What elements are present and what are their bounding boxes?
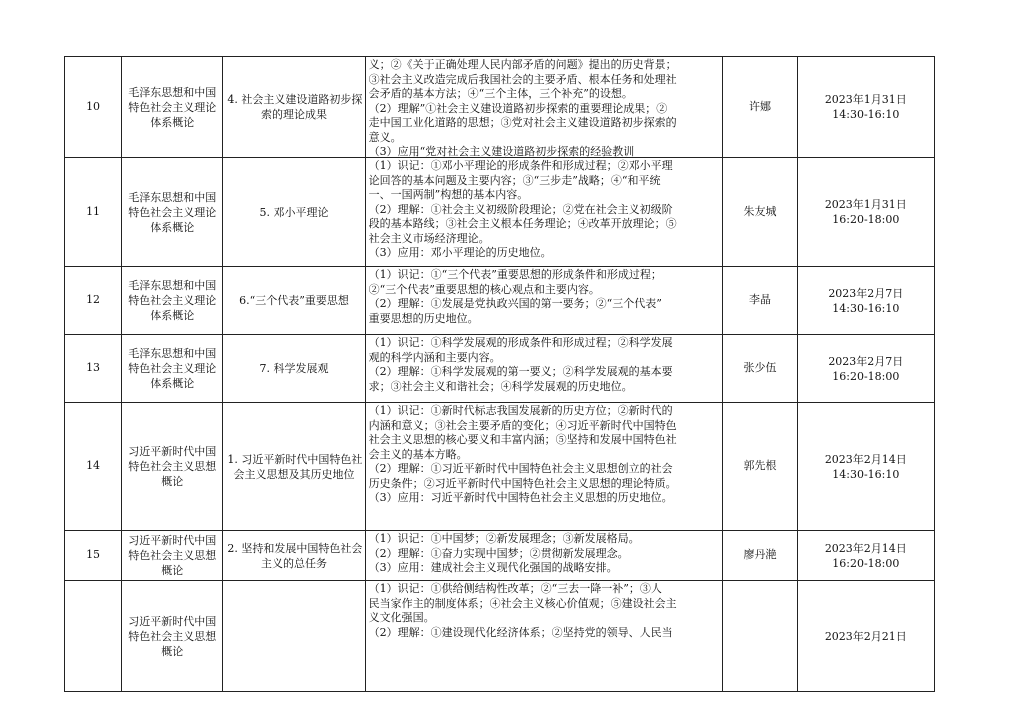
topic-cell [223,158,365,267]
content-line: 义；②《关于正确处理人民内部矛盾的问题》提出的历史背景； [368,58,677,71]
table-row [65,158,935,267]
content-line: （2）理解”①社会主义建设道路初步探索的重要理论成果；② [368,101,668,115]
content-line: 求；③社会主义和谐社会；④科学发展观的历史地位。 [368,379,633,393]
course-name-line: 体系概论 [150,309,195,322]
course-name-line: 特色社会主义理论 [128,205,217,219]
topic-line: 主义的总任务 [261,556,327,570]
schedule-date: 2023年2月7日 [828,354,904,368]
content-line: （1）识记：①科学发展观的形成条件和形成过程；②科学发展 [368,336,673,349]
content-line: （3）应用“党对社会主义建设道路初步探索的经验教训 [368,145,635,158]
content-line: （1）识记：①新时代标志我国发展新的历史方位；②新时代的 [368,404,673,417]
course-name-line: 概论 [161,475,184,488]
topic-line: 4. 社会主义建设道路初步探 [227,93,363,106]
course-name-line: 习近平新时代中国 [128,614,217,628]
topic-cell [223,581,365,692]
course-name-line: 毛泽东思想和中国 [128,190,217,204]
topic-line: 2. 坚持和发展中国特色社会 [227,541,363,555]
topic-cell [223,57,365,158]
content-line: 观的科学内涵和主要内容。 [368,350,501,364]
content-line: （2）理解：①建设现代化经济体系；②坚持党的领导、人民当 [368,625,673,639]
content-line: ②“三个代表”重要思想的核心观点和主要内容。 [368,282,600,296]
schedule-time-cell [797,531,934,581]
schedule-date: 2023年2月21日 [824,629,907,643]
content-line: 意义。 [368,130,402,144]
table-row [65,335,935,403]
topic-line: 索的理论成果 [261,108,327,121]
content-line: 一、一国两制”构想的基本内容。 [368,188,529,201]
course-name-line: 特色社会主义思想 [128,549,217,562]
content-cell [365,267,723,335]
content-line: 会矛盾的基本方法；④“三个主体，三个补充”的设想。 [368,87,633,100]
course-name-cell [122,335,223,403]
content-cell [365,581,723,692]
schedule-time-cell [797,335,934,403]
content-line: （2）理解：①科学发展观的第一要义；②科学发展观的基本要 [368,365,673,378]
content-line: 论回答的基本问题及主要内容；③“三步走”战略；④“和平统 [368,173,661,187]
content-line: 内涵和意义；③社会主要矛盾的变化；④习近平新时代中国特色 [368,418,677,432]
course-name-cell [122,158,223,267]
content-line: 民当家作主的制度体系；④社会主义核心价值观；⑤建设社会主 [368,596,677,610]
schedule-date: 2023年2月14日 [824,452,907,466]
content-line: （2）理解：①习近平新时代中国特色社会主义思想创立的社会 [368,462,673,475]
schedule-time-cell [797,158,934,267]
course-name-line: 特色社会主义理论 [128,294,217,307]
schedule-time-cell [797,403,934,531]
course-name-line: 特色社会主义理论 [128,362,217,375]
teacher-cell: 廖丹滟 [723,531,797,581]
content-line: 社会主义思想的核心要义和丰富内涵；⑤坚持和发展中国特色社 [368,433,677,446]
schedule-time: 16:20-18:00 [832,369,900,383]
schedule-time: 14:30-16:10 [832,301,900,315]
course-name-line: 体系概论 [150,220,195,234]
teacher-cell: 张少伍 [723,335,797,403]
row-number-cell: 12 [65,267,122,335]
content-cell [365,531,723,581]
row-number-cell: 11 [65,158,122,267]
row-number-cell [65,581,122,692]
content-line: （3）应用：邓小平理论的历史地位。 [368,246,552,259]
content-line: 社会主义市场经济理论。 [368,231,490,245]
course-name-cell [122,581,223,692]
topic-cell [223,335,365,403]
table-row [65,403,935,531]
content-line: （3）应用：习近平新时代中国特色社会主义思想的历史地位。 [368,491,673,504]
content-cell [365,158,723,267]
schedule-time: 16:20-18:00 [832,213,900,226]
topic-cell [223,403,365,531]
course-name-cell [122,403,223,531]
course-name-cell [122,267,223,335]
schedule-time: 16:20-18:00 [832,556,900,570]
schedule-time-cell [797,267,934,335]
schedule-date: 2023年2月7日 [828,286,904,300]
topic-line: 1. 习近平新时代中国特色社 [227,452,363,466]
content-cell [365,403,723,531]
teacher-cell [723,581,797,692]
content-cell [365,57,723,158]
content-line: （1）识记：①供给侧结构性改革；②“三去一降一补”；③人 [368,582,662,595]
content-line: ③社会主义改造完成后我国社会的主要矛盾、根本任务和处理社 [368,72,677,86]
schedule-time: 14:30-16:10 [832,467,900,481]
topic-line: 会主义思想及其历史地位 [233,467,355,481]
course-name-cell [122,57,223,158]
content-line: 重要思想的历史地位。 [368,311,479,325]
topic-line: 5. 邓小平理论 [259,205,329,219]
course-name-line: 概论 [161,644,184,658]
table-row [65,267,935,335]
topic-cell [223,531,365,581]
topic-cell [223,267,365,335]
row-number-cell: 10 [65,57,122,158]
schedule-time-cell [797,581,934,692]
course-name-line: 特色社会主义思想 [128,629,217,643]
table-row [65,581,935,692]
content-line: 义文化强国。 [368,611,435,624]
teacher-cell: 李晶 [723,267,797,335]
content-line: （3）应用：建成社会主义现代化强国的战略安排。 [368,561,618,574]
table-row [65,57,935,158]
schedule-date: 2023年1月31日 [824,198,907,211]
course-name-line: 体系概论 [150,115,195,129]
content-line: （1）识记：①邓小平理论的形成条件和形成过程；②邓小平理 [368,159,673,172]
course-name-line: 习近平新时代中国 [128,445,217,458]
row-number-cell: 13 [65,335,122,403]
content-line: 历史条件；②习近平新时代中国特色社会主义思想的理论特质。 [368,476,677,490]
course-name-line: 特色社会主义思想 [128,460,217,473]
course-name-line: 毛泽东思想和中国 [128,279,217,292]
course-name-cell [122,531,223,581]
content-line: （2）理解：①奋力实现中国梦；②贯彻新发展理念。 [368,546,629,560]
schedule-date: 2023年2月14日 [824,541,907,555]
course-name-line: 毛泽东思想和中国 [128,85,217,99]
content-line: 段的基本路线；③社会主义根本任务理论；④改革开放理论；⑤ [368,217,677,230]
schedule-sheet [64,58,935,658]
content-line: 走中国工业化道路的思想；③党对社会主义建设道路初步探索的 [368,116,677,129]
topic-line: 7. 科学发展观 [259,362,329,375]
content-clip [369,582,720,690]
content-line: （1）识记：①中国梦；②新发展理念；③新发展格局。 [368,532,640,545]
content-line: （2）理解：①社会主义初级阶段理论；②党在社会主义初级阶 [368,202,673,216]
table-body [65,57,935,692]
course-name-line: 概论 [161,564,184,577]
teacher-cell: 郭先根 [723,403,797,531]
teacher-cell: 许娜 [723,57,797,158]
topic-line: 6.“三个代表”重要思想 [239,294,349,307]
teacher-cell: 朱友城 [723,158,797,267]
course-name-line: 体系概论 [150,377,195,390]
row-number-cell: 14 [65,403,122,531]
course-name-line: 毛泽东思想和中国 [128,347,217,360]
row-number-cell: 15 [65,531,122,581]
course-name-line: 习近平新时代中国 [128,534,217,547]
content-clip [369,58,720,156]
content-line: 会主义的基本方略。 [368,447,468,461]
schedule-time: 14:30-16:10 [832,108,900,121]
content-cell [365,335,723,403]
schedule-time-cell [797,57,934,158]
course-schedule-table [64,56,935,692]
table-row [65,531,935,581]
content-line: （1）识记：①“三个代表”重要思想的形成条件和形成过程； [368,268,662,281]
schedule-date: 2023年1月31日 [824,93,907,106]
content-line: （2）理解：①发展是党执政兴国的第一要务；②“三个代表” [368,297,662,310]
course-name-line: 特色社会主义理论 [128,100,217,114]
